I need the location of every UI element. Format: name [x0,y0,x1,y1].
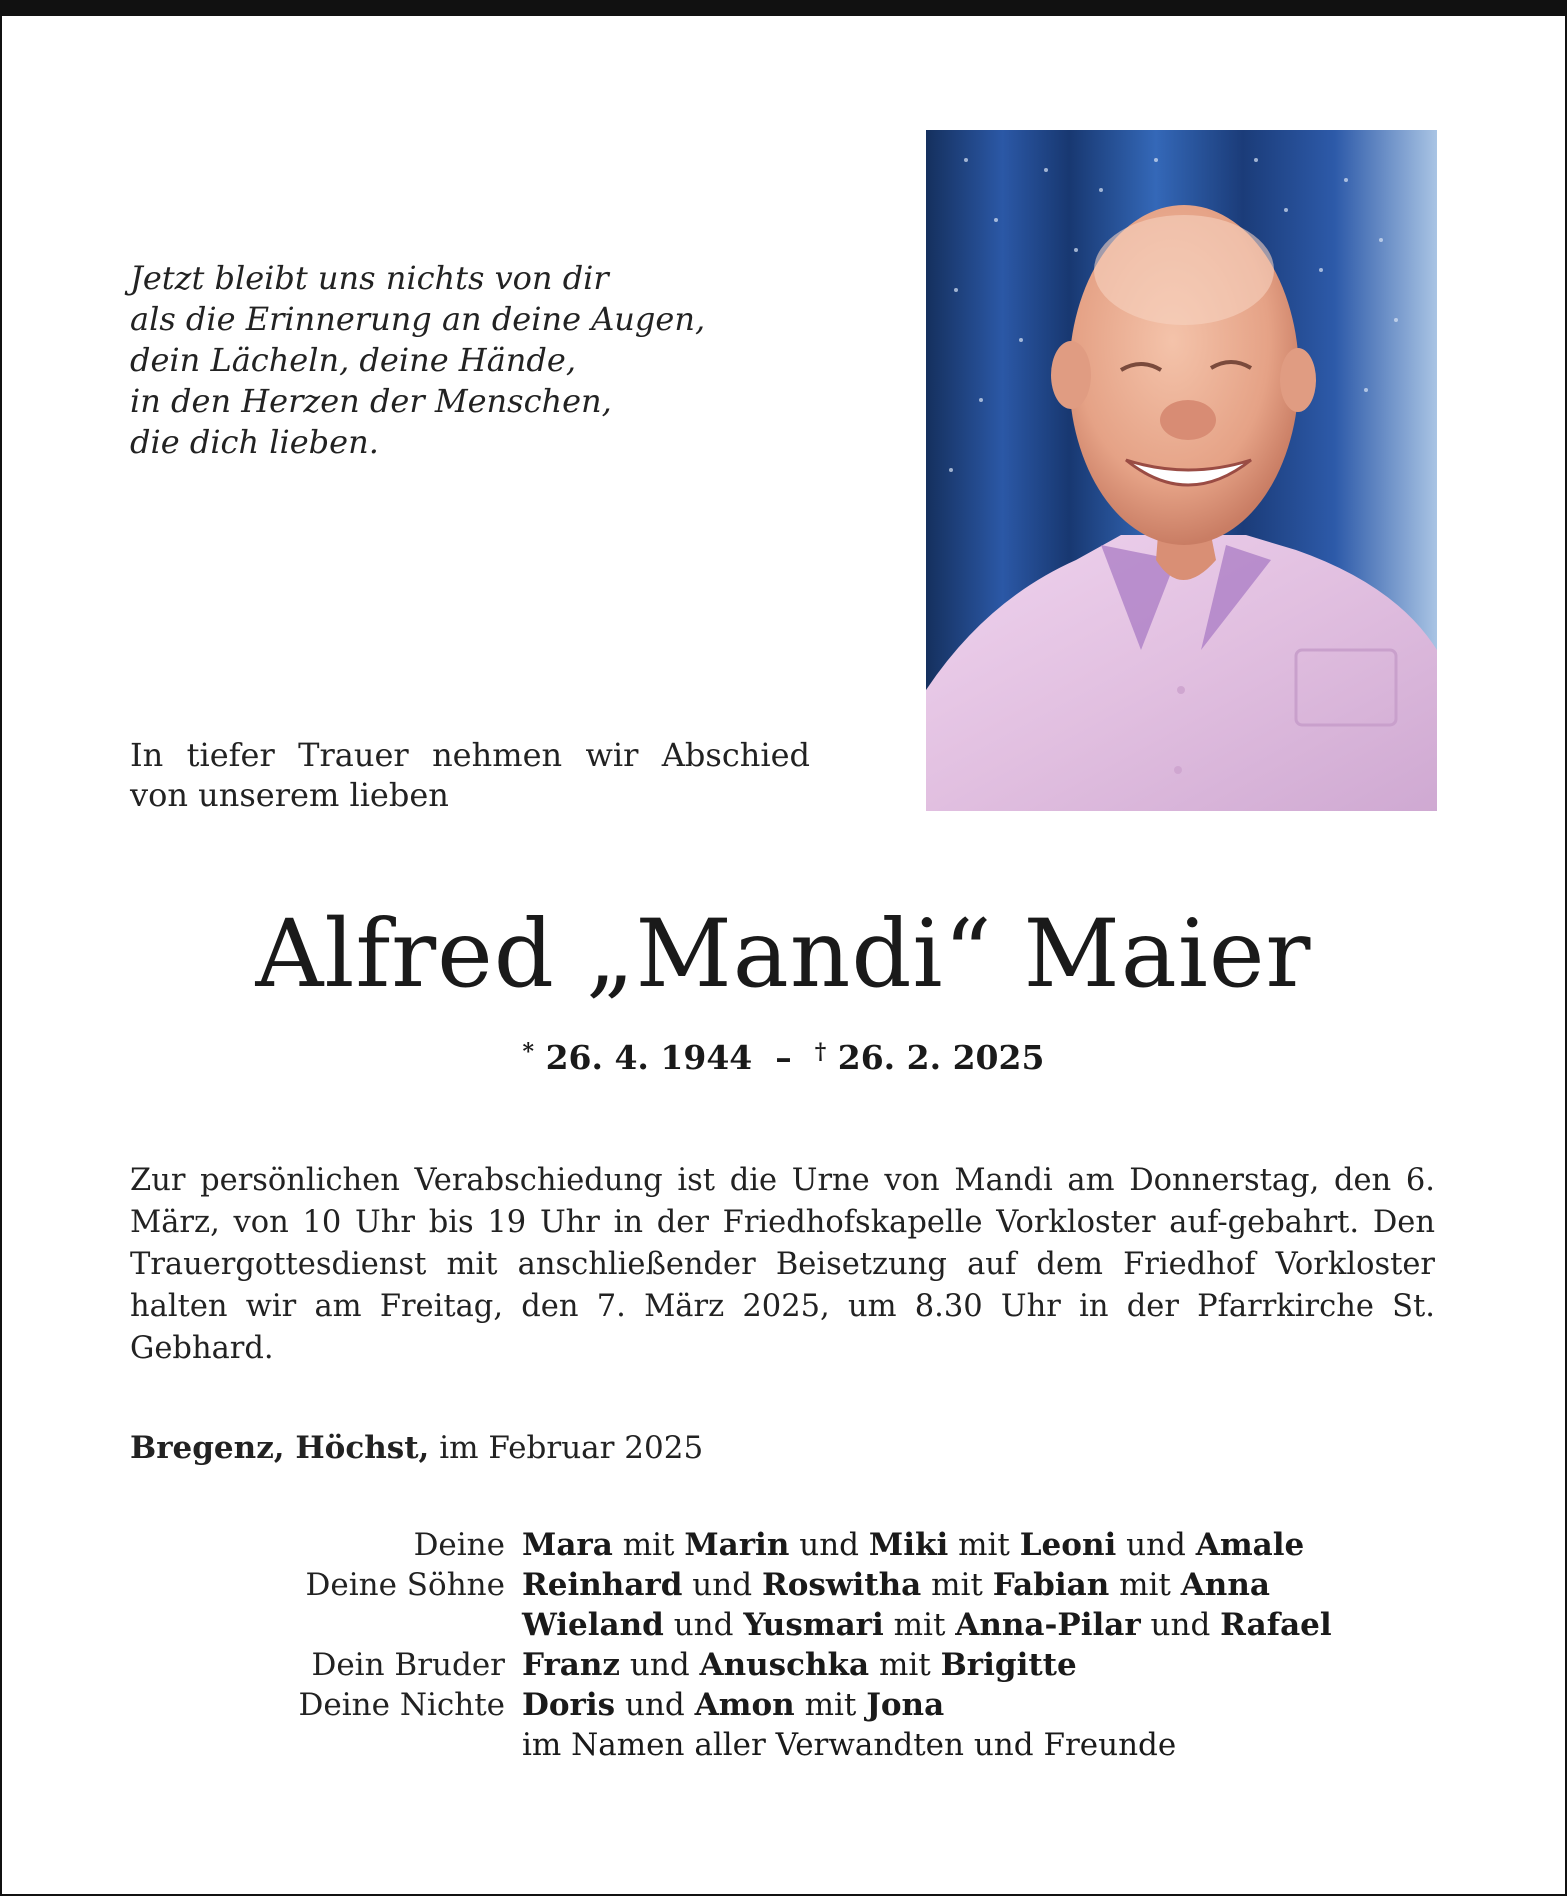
mourner-row [0,1685,1567,1725]
life-dates [0,1038,1567,1077]
announcement-line: Friedhof Vorkloster halten wir am Freitag, den 7. März 2025, um 8.30 Uhr in [130,1247,1435,1324]
forehead-highlight [1094,215,1274,325]
connector: mit [622,1527,675,1563]
mourner-name: Anuschka [699,1647,870,1683]
mourner-name: Rafael [1220,1607,1332,1643]
mourner-name: Marin [684,1527,790,1563]
ear-right [1280,348,1316,412]
announcement-line: Zur persönlichen Verabschiedung ist die Urne von Mandi am Donnerstag, [130,1163,1320,1198]
connector: und [1126,1527,1186,1563]
mourner-row [0,1525,1567,1565]
mourner-names [522,1565,1270,1605]
places: Bregenz, Höchst, [130,1430,430,1466]
connector: mit [931,1567,983,1603]
mourner-row [0,1645,1567,1685]
mourner-name: Brigitte [940,1647,1077,1683]
mourner-names [522,1645,1077,1685]
mourner-name: Amon [694,1687,795,1723]
mourner-name: Miki [868,1527,949,1563]
connector: und [1150,1607,1211,1643]
connector: mit [1119,1567,1171,1603]
birth-symbol: * [522,1039,535,1065]
portrait-illustration [926,130,1437,811]
announcement-line: den 6. März, von 10 Uhr bis 19 Uhr in der Friedhofskapelle Vorkloster auf- [130,1163,1436,1240]
mourner-name: Anna-Pilar [955,1607,1141,1643]
deceased-name: Alfred „Mandi“ Maier [255,900,1312,1009]
poem-line: Jetzt bleibt uns nichts von dir [130,259,609,297]
mourner-role: Dein Bruder [311,1647,505,1683]
closing-line: im Namen aller Verwandten und Freunde [522,1727,1177,1763]
connector: und [673,1607,734,1643]
nose [1160,400,1216,440]
announcement-line: gebahrt. Den Trauergottesdienst mit anschließender Beisetzung auf dem [130,1205,1435,1282]
funeral-announcement [130,1160,1435,1370]
mourner-row [0,1725,1567,1765]
ear-left [1051,341,1091,409]
mourner-name: Anna [1180,1567,1270,1603]
connector: und [624,1687,685,1723]
memorial-poem [130,258,705,463]
intro-text [130,735,810,815]
death-symbol: † [814,1039,827,1065]
mourner-names [522,1525,1304,1565]
mourner-role: Deine [413,1527,505,1563]
month-year: im Februar 2025 [439,1430,704,1466]
connector: und [629,1647,690,1683]
mourner-name: Mara [522,1527,613,1563]
mourner-name: Leoni [1019,1527,1117,1563]
poem-line: als die Erinnerung an deine Augen, [130,300,706,338]
mourner-names [522,1605,1332,1645]
intro-line: In tiefer Trauer nehmen wir Abschied [130,736,810,774]
mourner-name: Yusmari [743,1607,884,1643]
place-and-date [130,1430,703,1466]
portrait-photo [926,130,1437,811]
mourner-name: Doris [522,1687,616,1723]
date-separator: – [763,1038,804,1077]
mourner-role: Deine Nichte [298,1687,505,1723]
mourner-row [0,1565,1567,1605]
mourner-name: Roswitha [761,1567,922,1603]
birth-date: 26. 4. 1944 [545,1038,753,1077]
mourner-name: Reinhard [522,1567,683,1603]
poem-line: die dich lieben. [130,423,379,461]
mourner-role: Deine Söhne [305,1567,505,1603]
mourner-name: Wieland [522,1607,664,1643]
poem-line: in den Herzen der Menschen, [130,382,612,420]
connector: mit [804,1687,857,1723]
mourner-name: Amale [1195,1527,1305,1563]
poem-line: dein Lächeln, deine Hände, [130,341,576,379]
mourner-row [0,1605,1567,1645]
mourner-names [522,1685,944,1725]
mourner-name: Franz [522,1647,621,1683]
mourner-name: Jona [866,1687,945,1723]
connector: mit [878,1647,931,1683]
connector: und [799,1527,860,1563]
death-date: 26. 2. 2025 [837,1038,1045,1077]
connector: und [692,1567,753,1603]
intro-line: von unserem lieben [130,776,449,814]
mourner-name: Fabian [992,1567,1110,1603]
connector: mit [958,1527,1010,1563]
announcement-line: der Pfarrkirche St. Gebhard. [130,1289,1435,1366]
connector: mit [893,1607,946,1643]
